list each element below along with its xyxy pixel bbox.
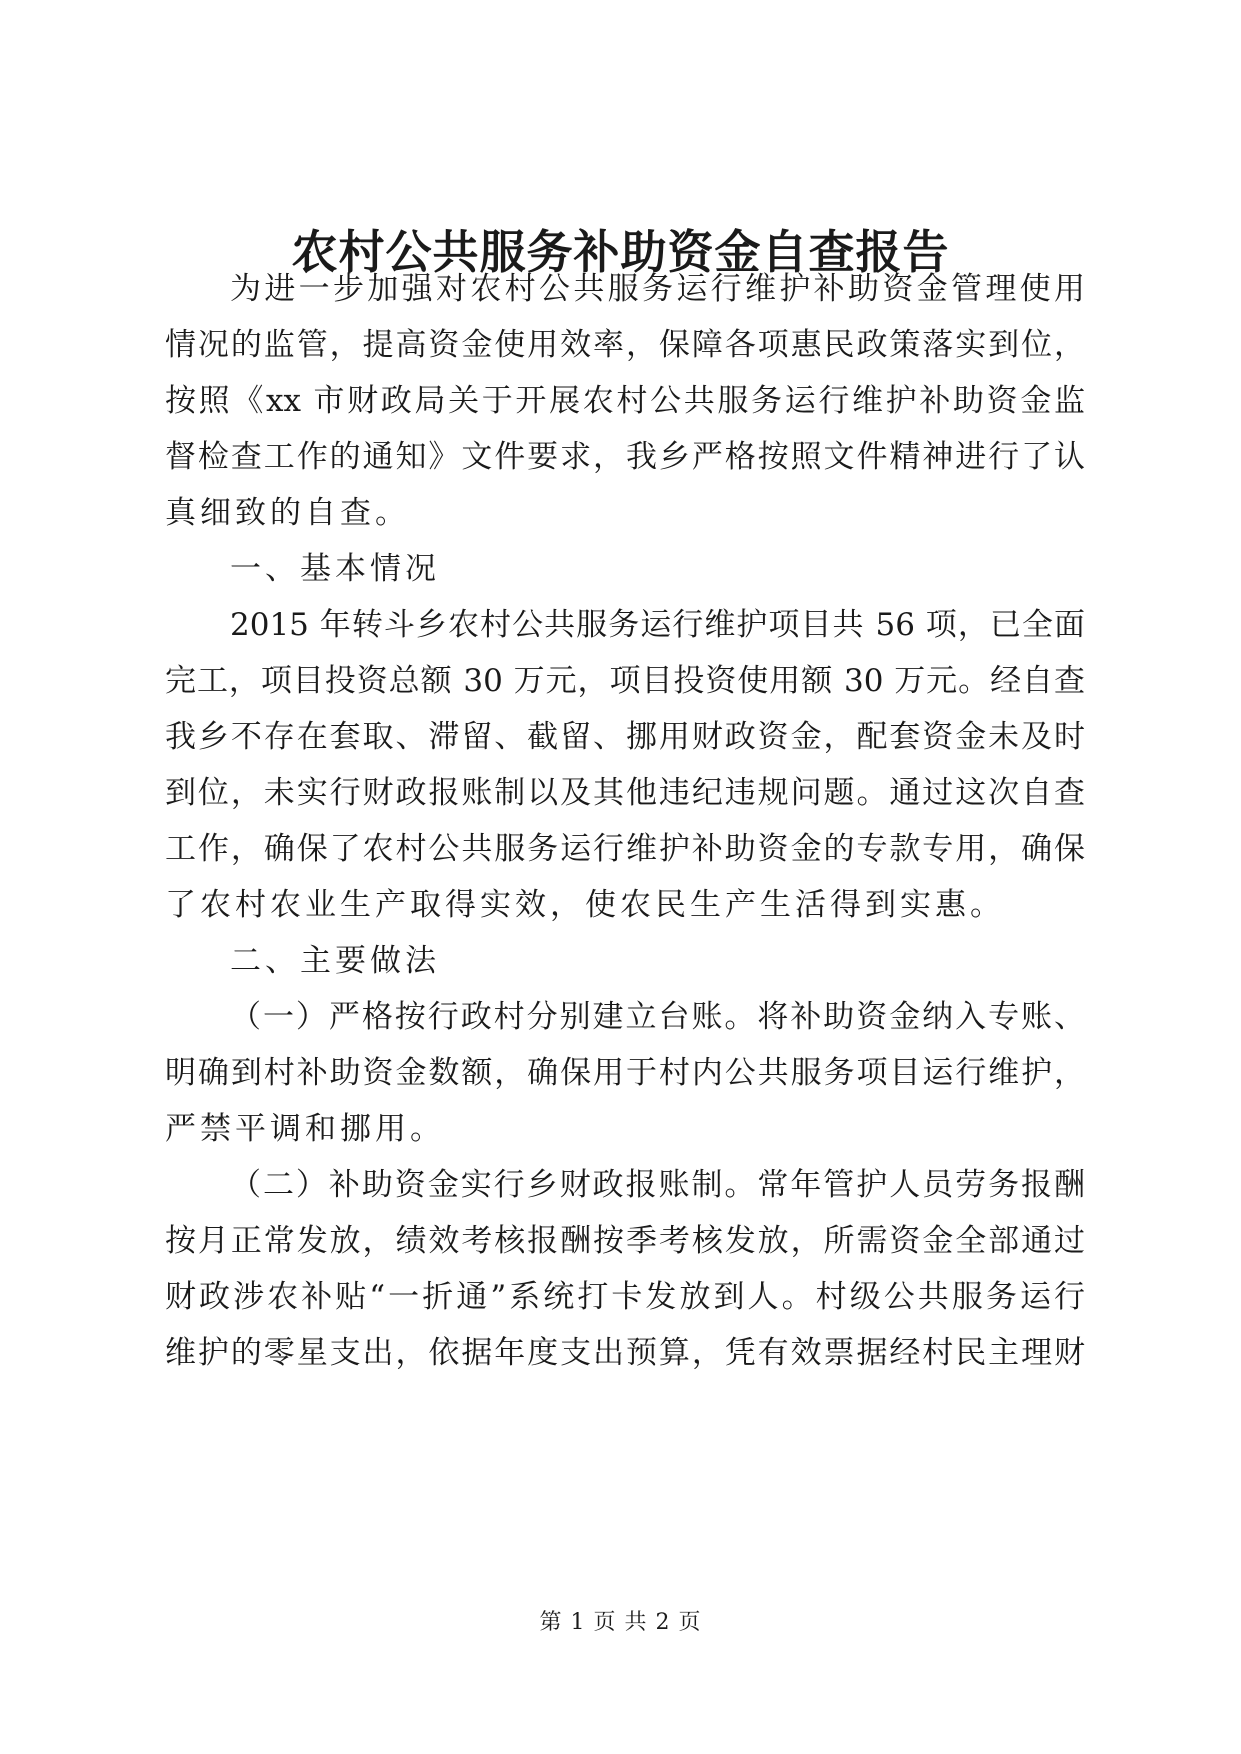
page-footer: 第 1 页 共 2 页	[539, 1610, 702, 1635]
paragraph-line: 维护的零星支出，依据年度支出预算，凭有效票据经村民主理财	[165, 1335, 1085, 1371]
paragraph-line: 按照《xx 市财政局关于开展农村公共服务运行维护补助资金监	[165, 383, 1085, 419]
paragraph-line: （二）补助资金实行乡财政报账制。常年管护人员劳务报酬	[230, 1167, 1085, 1203]
section-heading: 一、基本情况	[230, 551, 440, 587]
document-title: 农村公共服务补助资金自查报告	[291, 225, 950, 279]
paragraph-line: 我乡不存在套取、滞留、截留、挪用财政资金，配套资金未及时	[165, 719, 1085, 755]
paragraph-line: 按月正常发放，绩效考核报酬按季考核发放，所需资金全部通过	[165, 1223, 1085, 1259]
paragraph-line: 工作，确保了农村公共服务运行维护补助资金的专款专用，确保	[165, 831, 1085, 867]
paragraph-line: 情况的监管，提高资金使用效率，保障各项惠民政策落实到位，	[165, 327, 1085, 363]
paragraph-line: 明确到村补助资金数额，确保用于村内公共服务项目运行维护，	[165, 1055, 1085, 1091]
paragraph-line: 真细致的自查。	[165, 495, 410, 531]
paragraph-line: （一）严格按行政村分别建立台账。将补助资金纳入专账、	[230, 999, 1085, 1035]
paragraph-line: 严禁平调和挪用。	[165, 1111, 445, 1147]
paragraph-line: 督检查工作的通知》文件要求，我乡严格按照文件精神进行了认	[165, 439, 1085, 475]
paragraph-line: 为进一步加强对农村公共服务运行维护补助资金管理使用	[230, 271, 1085, 307]
paragraph-line: 财政涉农补贴“一折通”系统打卡发放到人。村级公共服务运行	[165, 1279, 1085, 1315]
paragraph-line: 完工，项目投资总额 30 万元，项目投资使用额 30 万元。经自查	[165, 663, 1085, 699]
paragraph-line: 到位，未实行财政报账制以及其他违纪违规问题。通过这次自查	[165, 775, 1085, 811]
paragraph-line: 了农村农业生产取得实效，使农民生产生活得到实惠。	[165, 887, 1005, 923]
paragraph-line: 2015 年转斗乡农村公共服务运行维护项目共 56 项，已全面	[230, 607, 1085, 643]
section-heading: 二、主要做法	[230, 943, 440, 979]
